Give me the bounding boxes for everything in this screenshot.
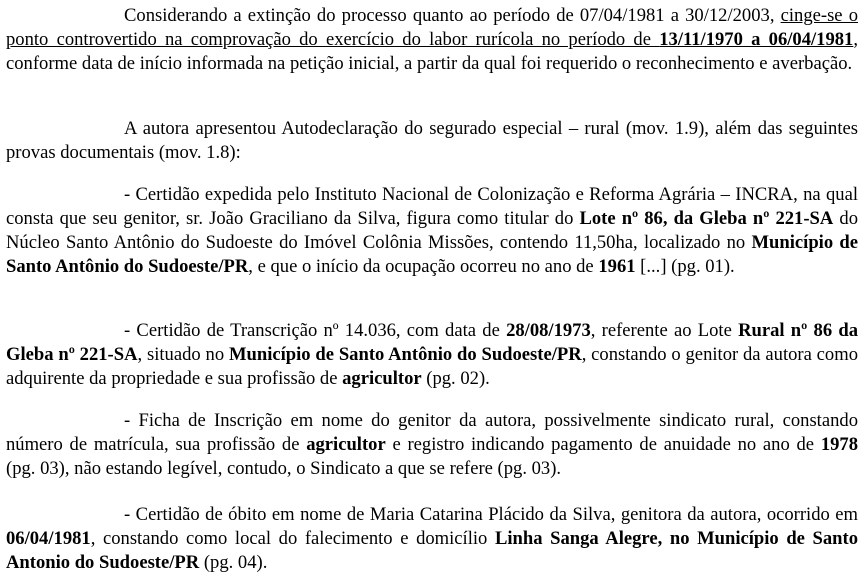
text-run: (pg. 02). (421, 368, 490, 389)
text-run: e registro indicando pagamento de anuidade no ano de (385, 434, 821, 455)
text-run: Considerando a extinção do processo quanto ao período de 07/04/1981 a 30/12/2003, (124, 5, 781, 26)
paragraph-registration-form (6, 409, 858, 481)
text-run: (pg. 04). (199, 552, 268, 573)
bold-text: Lote nº 86, da Gleba nº 221-SA (579, 208, 834, 229)
text-run: (pg. 03), não estando legível, contudo, o Sindicato a que se refere (pg. 03). (6, 458, 562, 479)
text-run: , constando o genitor da autora como adquirente da propriedade e sua profissão de (6, 344, 858, 389)
paragraph-incra-certificate (6, 183, 858, 279)
paragraph-evidence-intro (6, 117, 858, 165)
bold-text: agricultor (342, 368, 422, 389)
text-run: , e que o início da ocupação ocorreu no ano de (248, 256, 599, 277)
bold-text: agricultor (306, 434, 386, 455)
paragraph-controversy (6, 4, 858, 76)
text-run: , referente ao Lote (590, 320, 739, 341)
bold-text: Município de Santo Antônio do Sudoeste/PR (228, 344, 582, 365)
text-run: do Núcleo Santo Antônio do Sudoeste do Imóvel Colônia Missões, contendo 11,50ha, localizado no (6, 208, 858, 253)
text-run: , situado no (137, 344, 229, 365)
bold-text: Município de Santo Antônio do Sudoeste/PR (6, 232, 858, 277)
bold-text: 28/08/1973 (506, 320, 591, 341)
text-run: [...] (pg. 01). (635, 256, 735, 277)
bold-text: 1978 (820, 434, 858, 455)
bold-text: Linha Sanga Alegre, no Município de Santo Antonio do Sudoeste/PR (6, 528, 859, 573)
bold-text: 06/04/1981 (6, 528, 91, 549)
text-run: - Ficha de Inscrição em nome do genitor da autora, possivelmente sindicato rural, constando número de matrícula, sua profissão de (6, 410, 858, 455)
bold-text: 1961 (598, 256, 636, 277)
text-run: , conforme data de início informada na petição inicial, a partir da qual foi requerido o reconhecimento e averbação. (6, 29, 859, 74)
text-run: , constando como local do falecimento e domicílio (90, 528, 495, 549)
text-run: - Certidão de óbito em nome de Maria Catarina Plácido da Silva, genitora da autora, ocorrido em (124, 504, 858, 525)
text-run: - Certidão de Transcrição nº 14.036, com data de (124, 320, 507, 341)
paragraph-transcription-certificate (6, 319, 858, 391)
bold-text: 13/11/1970 a 06/04/1981 (659, 29, 854, 50)
text-run: - Certidão expedida pelo Instituto Nacional de Colonização e Reforma Agrária – INCRA, na qual consta que seu genitor, sr. João Graciliano da Silva, figura como titular do (6, 184, 858, 229)
text-run: A autora apresentou Autodeclaração do segurado especial – rural (mov. 1.9), além das seguintes provas documentais (mov. 1.8): (6, 118, 858, 163)
text-run: cinge-se o ponto controvertido na comprovação do exercício do labor rurícola no período de (6, 5, 858, 50)
paragraph-death-certificate (6, 503, 858, 575)
bold-text: Rural nº 86 da Gleba nº 221-SA (6, 320, 858, 365)
